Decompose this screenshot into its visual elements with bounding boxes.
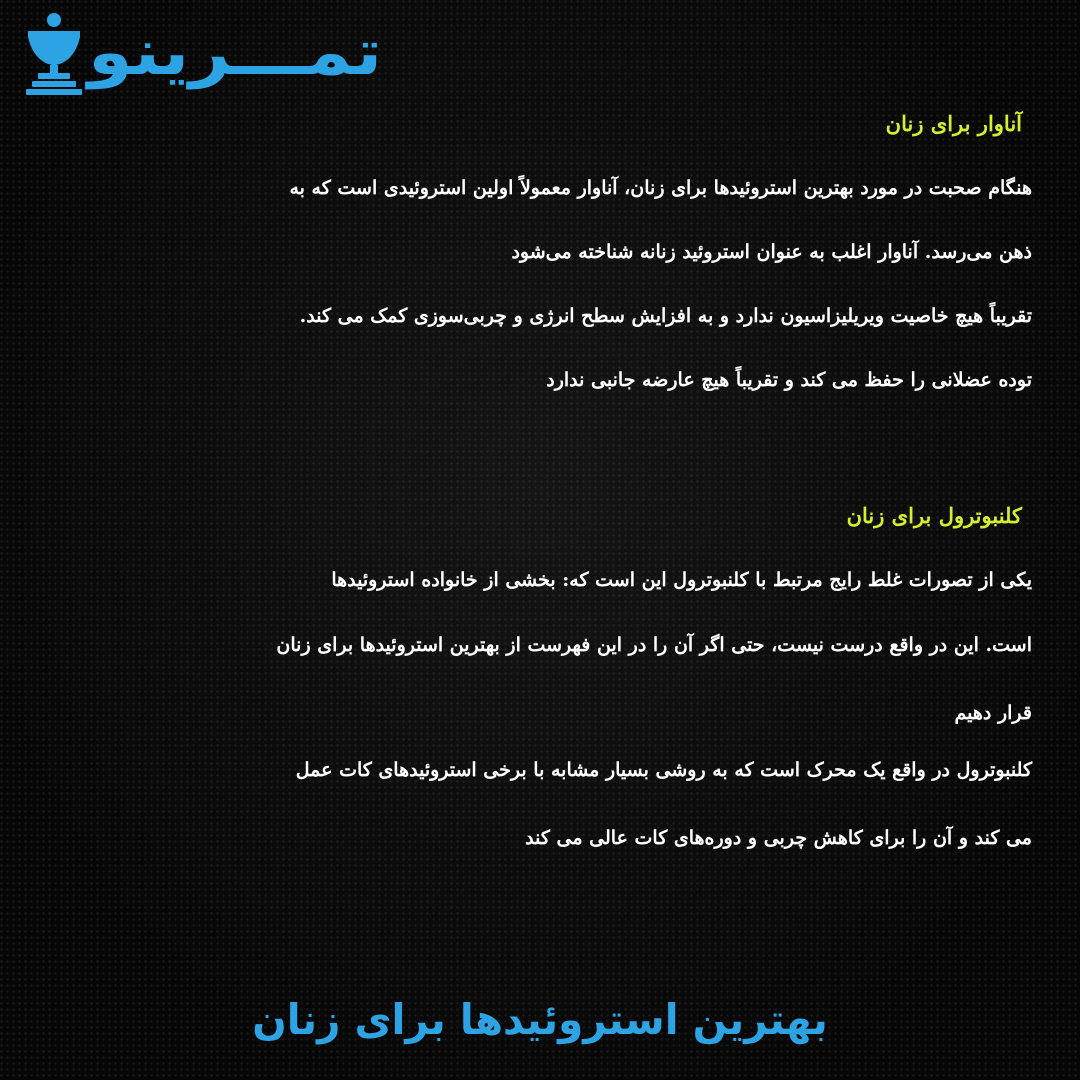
brand-name: تمـــرینو — [88, 16, 383, 90]
section-title-clenbuterol: کلنبوترول برای زنان — [846, 503, 1022, 528]
paragraph-line: توده عضلانی را حفظ می کند و تقریباً هیچ عارضه جانبی ندارد — [546, 369, 1032, 391]
paragraph-line: یکی از تصورات غلط رایج مرتبط با کلنبوترول این است که: بخشی از خانواده استروئیدها — [331, 569, 1032, 591]
paragraph-line: است. این در واقع درست نیست، حتی اگر آن را در این فهرست از بهترین استروئیدها برای زنان — [276, 634, 1032, 656]
paragraph-line: می کند و آن را برای کاهش چربی و دوره‌های کات عالی می کند — [525, 827, 1032, 849]
footer-title: بهترین استروئیدها برای زنان — [252, 995, 828, 1044]
paragraph-line: تقریباً هیچ خاصیت ویریلیزاسیون ندارد و به افزایش سطح انرژی و چربی‌سوزی کمک می کند. — [299, 305, 1032, 327]
paragraph-line: قرار دهیم — [954, 702, 1032, 724]
trophy-cup-icon — [14, 11, 84, 95]
paragraph-line: کلنبوترول در واقع یک محرک است که به روشی بسیار مشابه با برخی استروئیدهای کات عمل — [295, 759, 1032, 781]
paragraph-line: هنگام صحبت در مورد بهترین استروئیدها برای زنان، آناوار معمولاً اولین استروئیدی است که به — [289, 177, 1032, 199]
brand-logo — [14, 8, 444, 98]
section-title-anavar: آناوار برای زنان — [885, 111, 1022, 136]
paragraph-line: ذهن می‌رسد. آناوار اغلب به عنوان استروئید زنانه شناخته می‌شود — [511, 241, 1032, 263]
